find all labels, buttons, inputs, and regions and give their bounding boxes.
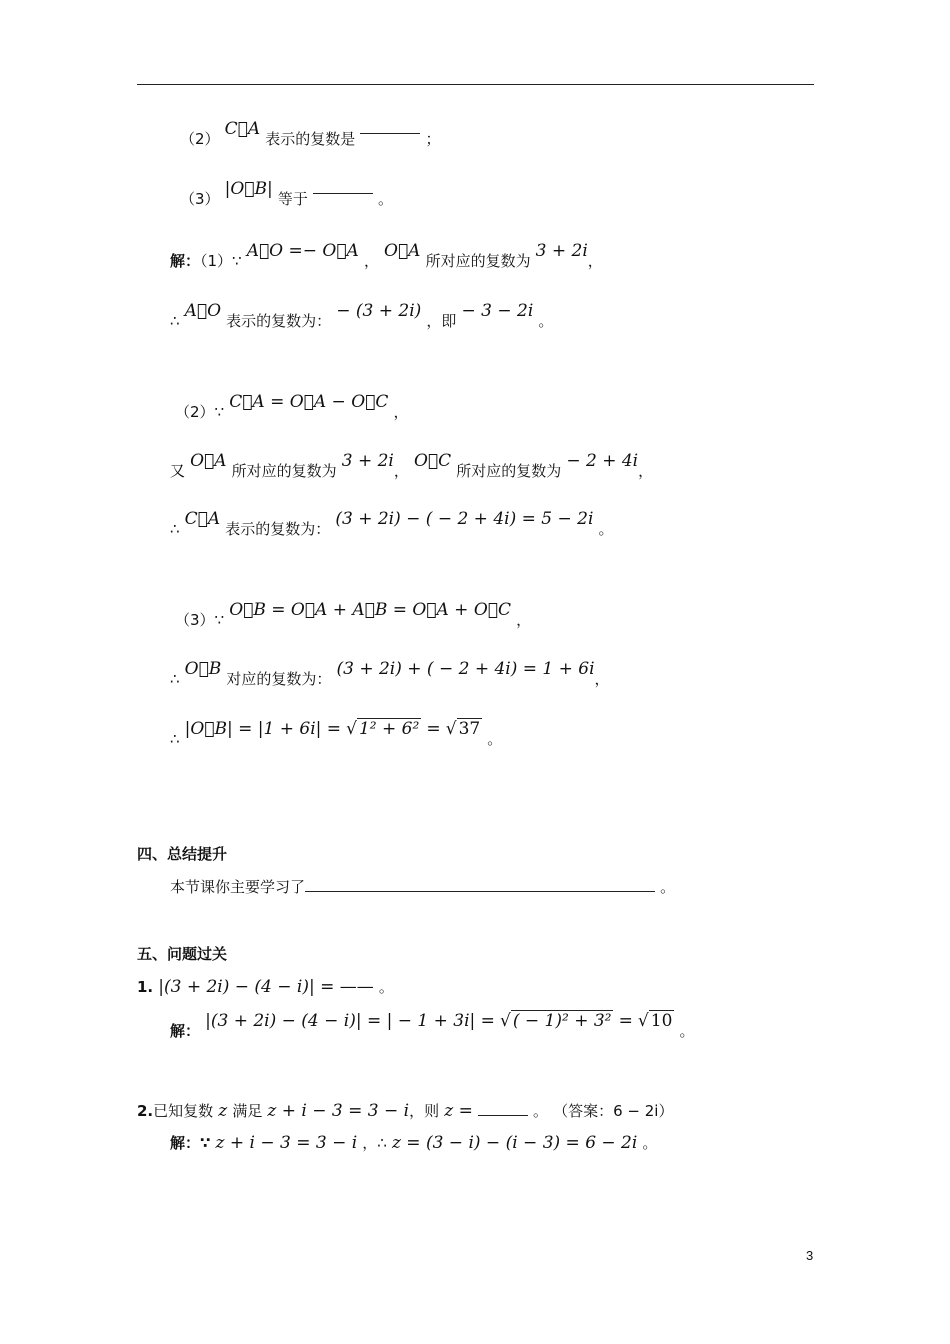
problem-2-solution: 解：∵ z + i − 3 = 3 − i ，∴ z = (3 − i) − (i − 3) = 6 − 2i 。: [170, 1133, 658, 1153]
solution-1-line-a: 解：（1）∵ A⃗O =− O⃗A ， O⃗A 所对应的复数为 3 + 2i，: [170, 241, 603, 270]
question-2-line: （2） C⃗A 表示的复数是 ；: [180, 119, 441, 148]
solution-2-line-b: 又 O⃗A 所对应的复数为 3 + 2i， O⃗C 所对应的复数为 − 2 + 4i，: [170, 451, 654, 480]
problem-1-solution: 解： |(3 + 2i) − (4 − i)| = | − 1 + 3i| = √ ( − 1)² + 3² = √ 10 。: [170, 1011, 695, 1040]
abs-vector-ob: |O⃗B|: [224, 179, 273, 199]
radicand: 1² + 6²: [358, 719, 420, 739]
answer-blank: [313, 193, 373, 194]
page-number: 3: [806, 1248, 814, 1263]
problem-2-line: 2.已知复数 z 满足 z + i − 3 = 3 − i，则 z = 。 （答案：6 − 2i）: [137, 1101, 674, 1121]
sqrt-symbol: √: [346, 719, 357, 739]
sqrt-symbol: √: [500, 1011, 511, 1031]
solution-3-line-b: ∴ O⃗B 对应的复数为： (3 + 2i) + ( − 2 + 4i) = 1 + 6i，: [170, 659, 610, 688]
radicand: 10: [650, 1011, 673, 1031]
solution-2-line-a: （2）∵ C⃗A = O⃗A − O⃗C ，: [175, 392, 409, 421]
radicand: 37: [458, 719, 481, 739]
summary-blank: [305, 891, 655, 892]
question-3-line: （3） |O⃗B| 等于 。: [180, 179, 394, 208]
radicand: ( − 1)² + 3²: [512, 1011, 612, 1031]
solution-1-line-b: ∴ A⃗O 表示的复数为： − (3 + 2i) ，即 − 3 − 2i 。: [170, 301, 554, 330]
solution-3-line-c: ∴ |O⃗B| = |1 + 6i| = √ 1² + 6² = √ 37 。: [170, 719, 503, 748]
sqrt-symbol: √: [637, 1011, 649, 1031]
answer-blank: [360, 133, 420, 134]
problem-1-line: 1. |(3 + 2i) − (4 − i)| = —— 。: [137, 977, 394, 997]
header-rule: [137, 84, 814, 85]
solution-3-line-a: （3）∵ O⃗B = O⃗A + A⃗B = O⃗A + O⃗C ，: [175, 600, 532, 629]
section-4-title: 四、总结提升: [137, 845, 228, 863]
vector-ca: C⃗A: [224, 119, 261, 139]
solution-2-line-c: ∴ C⃗A 表示的复数为： (3 + 2i) − ( − 2 + 4i) = 5 − 2i 。: [170, 509, 614, 538]
answer-blank: [478, 1115, 528, 1116]
section-5-title: 五、问题过关: [137, 945, 228, 963]
sqrt-symbol: √: [445, 719, 457, 739]
section-4-body: 本节课你主要学习了 。: [170, 878, 676, 896]
